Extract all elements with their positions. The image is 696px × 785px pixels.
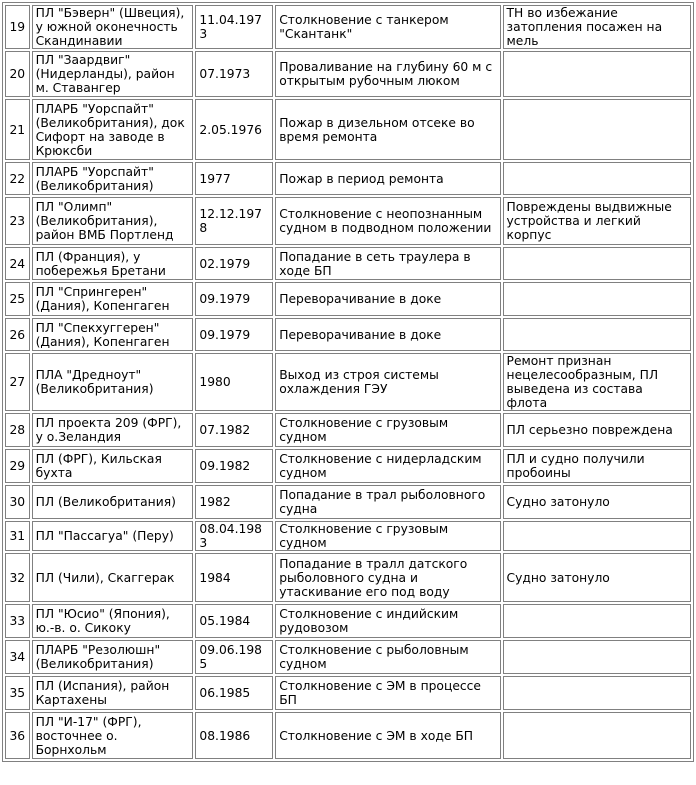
- incident-consequence: [503, 99, 691, 160]
- row-number: 25: [5, 282, 30, 316]
- table-row: [5, 413, 691, 447]
- row-number: 31: [5, 521, 30, 551]
- table-row: [5, 197, 691, 245]
- row-number: 35: [5, 676, 30, 710]
- incident-description: Попадание в тралл датского рыболовного судна и утаскивание его под воду: [275, 553, 500, 602]
- row-number: 29: [5, 449, 30, 483]
- incident-consequence: [503, 712, 691, 759]
- incident-description: Попадание в сеть траулера в ходе БП: [275, 247, 500, 280]
- submarine-location: ПЛ "Юсио" (Япония), ю.-в. о. Сикоку: [32, 604, 194, 638]
- row-number: 34: [5, 640, 30, 674]
- row-number: 27: [5, 353, 30, 411]
- incident-date: 1977: [195, 162, 273, 195]
- row-number: 19: [5, 5, 30, 49]
- incident-date: 08.1986: [195, 712, 273, 759]
- incident-date: 09.1982: [195, 449, 273, 483]
- incident-consequence: Повреждены выдвижные устройства и легкий корпус: [503, 197, 691, 245]
- incident-description: Столкновение с ЭМ в процессе БП: [275, 676, 500, 710]
- row-number: 30: [5, 485, 30, 519]
- incident-description: Столкновение с танкером "Скантанк": [275, 5, 500, 49]
- incident-consequence: [503, 521, 691, 551]
- incident-description: Проваливание на глубину 60 м с открытым рубочным люком: [275, 51, 500, 97]
- incident-description: Переворачивание в доке: [275, 282, 500, 316]
- incident-date: 05.1984: [195, 604, 273, 638]
- row-number: 36: [5, 712, 30, 759]
- incident-description: Пожар в дизельном отсеке во время ремонта: [275, 99, 500, 160]
- row-number: 26: [5, 318, 30, 351]
- row-number: 28: [5, 413, 30, 447]
- incident-consequence: [503, 640, 691, 674]
- table-row: [5, 5, 691, 49]
- table-row: [5, 553, 691, 602]
- submarine-location: ПЛАРБ "Уорспайт" (Великобритания): [32, 162, 194, 195]
- row-number: 21: [5, 99, 30, 160]
- incident-date: 11.04.1973: [195, 5, 273, 49]
- incident-date: 1982: [195, 485, 273, 519]
- submarine-location: ПЛ (ФРГ), Кильская бухта: [32, 449, 194, 483]
- incident-date: 08.04.1983: [195, 521, 273, 551]
- incident-consequence: ПЛ и судно получили пробоины: [503, 449, 691, 483]
- submarine-location: ПЛАРБ "Уорспайт" (Великобритания), док Сифорт на заводе в Крюксби: [32, 99, 194, 160]
- table-row: [5, 51, 691, 97]
- submarine-location: ПЛ "Спрингерен" (Дания), Копенгаген: [32, 282, 194, 316]
- incident-description: Столкновение с грузовым судном: [275, 521, 500, 551]
- incident-consequence: ПЛ серьезно повреждена: [503, 413, 691, 447]
- row-number: 22: [5, 162, 30, 195]
- incident-consequence: Судно затонуло: [503, 485, 691, 519]
- table-row: [5, 282, 691, 316]
- submarine-location: ПЛ (Франция), у побережья Бретани: [32, 247, 194, 280]
- incident-description: Пожар в период ремонта: [275, 162, 500, 195]
- submarine-location: ПЛ "Спекхуггерен" (Дания), Копенгаген: [32, 318, 194, 351]
- submarine-location: ПЛ "Бэверн" (Швеция), у южной оконечность Скандинавии: [32, 5, 194, 49]
- incident-date: 07.1973: [195, 51, 273, 97]
- incident-date: 07.1982: [195, 413, 273, 447]
- incident-date: 09.1979: [195, 318, 273, 351]
- incident-date: 06.1985: [195, 676, 273, 710]
- table-row: [5, 521, 691, 551]
- incident-date: 09.06.1985: [195, 640, 273, 674]
- table-row: [5, 712, 691, 759]
- submarine-location: ПЛ (Чили), Скаггерак: [32, 553, 194, 602]
- submarine-location: ПЛ (Испания), район Картахены: [32, 676, 194, 710]
- incident-date: 12.12.1978: [195, 197, 273, 245]
- incident-consequence: [503, 51, 691, 97]
- submarine-location: ПЛ "Пассагуа" (Перу): [32, 521, 194, 551]
- table-row: [5, 99, 691, 160]
- incident-consequence: [503, 604, 691, 638]
- row-number: 32: [5, 553, 30, 602]
- table-row: [5, 247, 691, 280]
- incident-date: 1984: [195, 553, 273, 602]
- submarine-location: ПЛАРБ "Резолюшн" (Великобритания): [32, 640, 194, 674]
- incident-date: 2.05.1976: [195, 99, 273, 160]
- row-number: 24: [5, 247, 30, 280]
- submarine-location: ПЛА "Дредноут" (Великобритания): [32, 353, 194, 411]
- table-row: [5, 640, 691, 674]
- incident-consequence: ТН во избежание затопления посажен на мель: [503, 5, 691, 49]
- row-number: 33: [5, 604, 30, 638]
- incident-description: Столкновение с индийским рудовозом: [275, 604, 500, 638]
- submarine-location: ПЛ "И-17" (ФРГ), восточнее о. Борнхольм: [32, 712, 194, 759]
- incident-description: Попадание в трал рыболовного судна: [275, 485, 500, 519]
- submarine-location: ПЛ "Олимп" (Великобритания), район ВМБ Портленд: [32, 197, 194, 245]
- incident-description: Переворачивание в доке: [275, 318, 500, 351]
- incident-consequence: Ремонт признан нецелесообразным, ПЛ выведена из состава флота: [503, 353, 691, 411]
- incident-date: 1980: [195, 353, 273, 411]
- table-row: [5, 449, 691, 483]
- incident-consequence: [503, 676, 691, 710]
- incident-table: [2, 2, 694, 762]
- incident-description: Столкновение с грузовым судном: [275, 413, 500, 447]
- submarine-location: ПЛ проекта 209 (ФРГ), у о.Зеландия: [32, 413, 194, 447]
- table-row: [5, 353, 691, 411]
- incident-description: Столкновение с неопознанным судном в подводном положении: [275, 197, 500, 245]
- incident-consequence: [503, 247, 691, 280]
- row-number: 23: [5, 197, 30, 245]
- incident-description: Столкновение с рыболовным судном: [275, 640, 500, 674]
- table-row: [5, 318, 691, 351]
- incident-consequence: [503, 282, 691, 316]
- incident-consequence: Судно затонуло: [503, 553, 691, 602]
- submarine-location: ПЛ "Заардвиг" (Нидерланды), район м. Ставангер: [32, 51, 194, 97]
- submarine-location: ПЛ (Великобритания): [32, 485, 194, 519]
- incident-consequence: [503, 318, 691, 351]
- incident-description: Столкновение с нидерладским судном: [275, 449, 500, 483]
- table-row: [5, 604, 691, 638]
- table-row: [5, 676, 691, 710]
- incident-description: Столкновение с ЭМ в ходе БП: [275, 712, 500, 759]
- incident-description: Выход из строя системы охлаждения ГЭУ: [275, 353, 500, 411]
- table-row: [5, 485, 691, 519]
- table-row: [5, 162, 691, 195]
- incident-date: 02.1979: [195, 247, 273, 280]
- row-number: 20: [5, 51, 30, 97]
- incident-date: 09.1979: [195, 282, 273, 316]
- incident-consequence: [503, 162, 691, 195]
